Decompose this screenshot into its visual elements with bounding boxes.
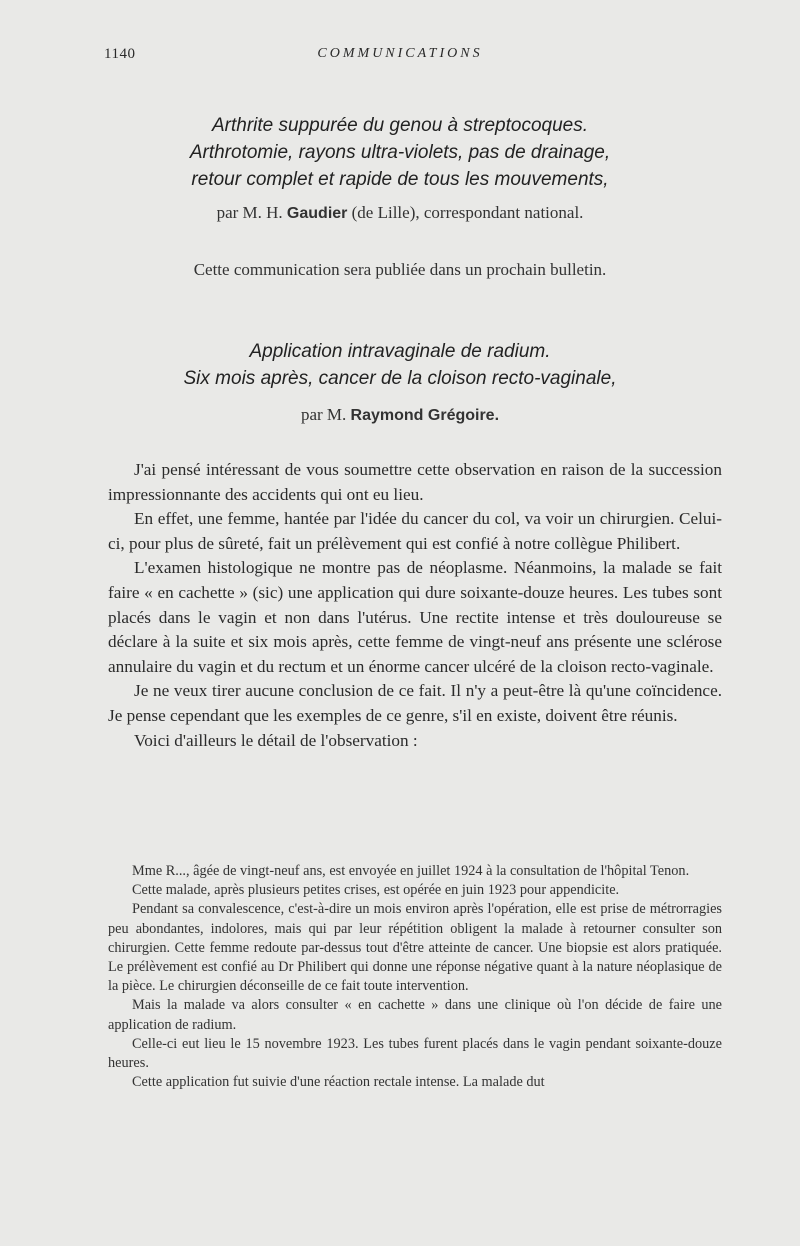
observation-paragraph: Cette malade, après plusieurs petites crises, est opérée en juin 1923 pour appendicite. <box>132 882 620 899</box>
page-header <box>0 46 800 68</box>
article1-note: Cette communication sera publiée dans un prochain bulletin. <box>193 260 607 279</box>
body-paragraph: En effet, une femme, hantée par l'idée du cancer du col, va voir un chirurgien. Celui-ci, pour plus de sûreté, fait un prélèvement qui est confié à notre collègue Philibert. <box>108 509 722 553</box>
article2-title <box>60 338 740 392</box>
observation-section <box>108 862 722 1092</box>
title-line: retour complet et rapide de tous les mouvements, <box>191 169 609 190</box>
observation-paragraph: Mais la malade va alors consulter « en cachette » dans une clinique où l'on décide de faire une application de radium. <box>108 997 722 1033</box>
body-paragraph: Voici d'ailleurs le détail de l'observation : <box>134 730 418 750</box>
page-number: 1140 <box>104 46 136 62</box>
byline-prefix: par M. H. <box>216 203 283 222</box>
observation-paragraph: Pendant sa convalescence, c'est-à-dire un mois environ après l'opération, elle est prise de métrorragies peu abondantes, indolores, mais qui par leur répétition obligent la malade à retourner consulter son chirurgien. Cette femme redoute par-dessus tout d'être atteinte de cancer. Une biopsie est alors pratiquée. Le prélèvement est confié au Dr Philibert qui donne une réponse négative quant à la nature néoplasique de la pièce. Le chirurgien déconseille de ce fait toute intervention. <box>108 901 722 995</box>
article2-byline <box>60 405 740 425</box>
body-paragraph: J'ai pensé intéressant de vous soumettre cette observation en raison de la succession impressionnante des accidents qui ont eu lieu. <box>108 460 722 504</box>
title-line: Arthrite suppurée du genou à streptocoques. <box>211 115 589 136</box>
observation-paragraph: Mme R..., âgée de vingt-neuf ans, est envoyée en juillet 1924 à la consultation de l'hôpital Tenon. <box>132 863 690 879</box>
byline-prefix: par M. <box>300 405 347 424</box>
title-line: Application intravaginale de radium. <box>249 341 551 362</box>
author-name: Raymond Grégoire. <box>350 407 500 424</box>
article1-byline <box>60 203 740 223</box>
article1-title <box>60 112 740 193</box>
byline-suffix: (de Lille), correspondant national. <box>351 203 584 222</box>
author-name: Gaudier <box>286 205 348 222</box>
article2-body <box>108 458 722 753</box>
observation-paragraph: Celle-ci eut lieu le 15 novembre 1923. Les tubes furent placés dans le vagin pendant soixante-douze heures. <box>108 1035 722 1072</box>
running-head: COMMUNICATIONS <box>317 46 483 61</box>
title-line: Six mois après, cancer de la cloison recto-vaginale, <box>183 368 617 389</box>
body-paragraph: Je ne veux tirer aucune conclusion de ce fait. Il n'y a peut-être là qu'une coïncidence. Je pense cependant que les exemples de ce genre, s'il en existe, doivent être réunis. <box>108 681 722 725</box>
body-paragraph: L'examen histologique ne montre pas de néoplasme. Néanmoins, la malade se fait faire « en cachette » (sic) une application qui dure soixante-douze heures. Les tubes sont placés dans le vagin et non dans l'utérus. Une rectite intense et très douloureuse se déclare à la suite et six mois après, cette femme de vingt-neuf ans présente une sclérose annulaire du vagin et du rectum et un énorme cancer ulcéré de la cloison recto-vaginale. <box>108 558 722 676</box>
title-line: Arthrotomie, rayons ultra-violets, pas de drainage, <box>189 142 611 163</box>
observation-paragraph: Cette application fut suivie d'une réaction rectale intense. La malade dut <box>132 1074 545 1091</box>
